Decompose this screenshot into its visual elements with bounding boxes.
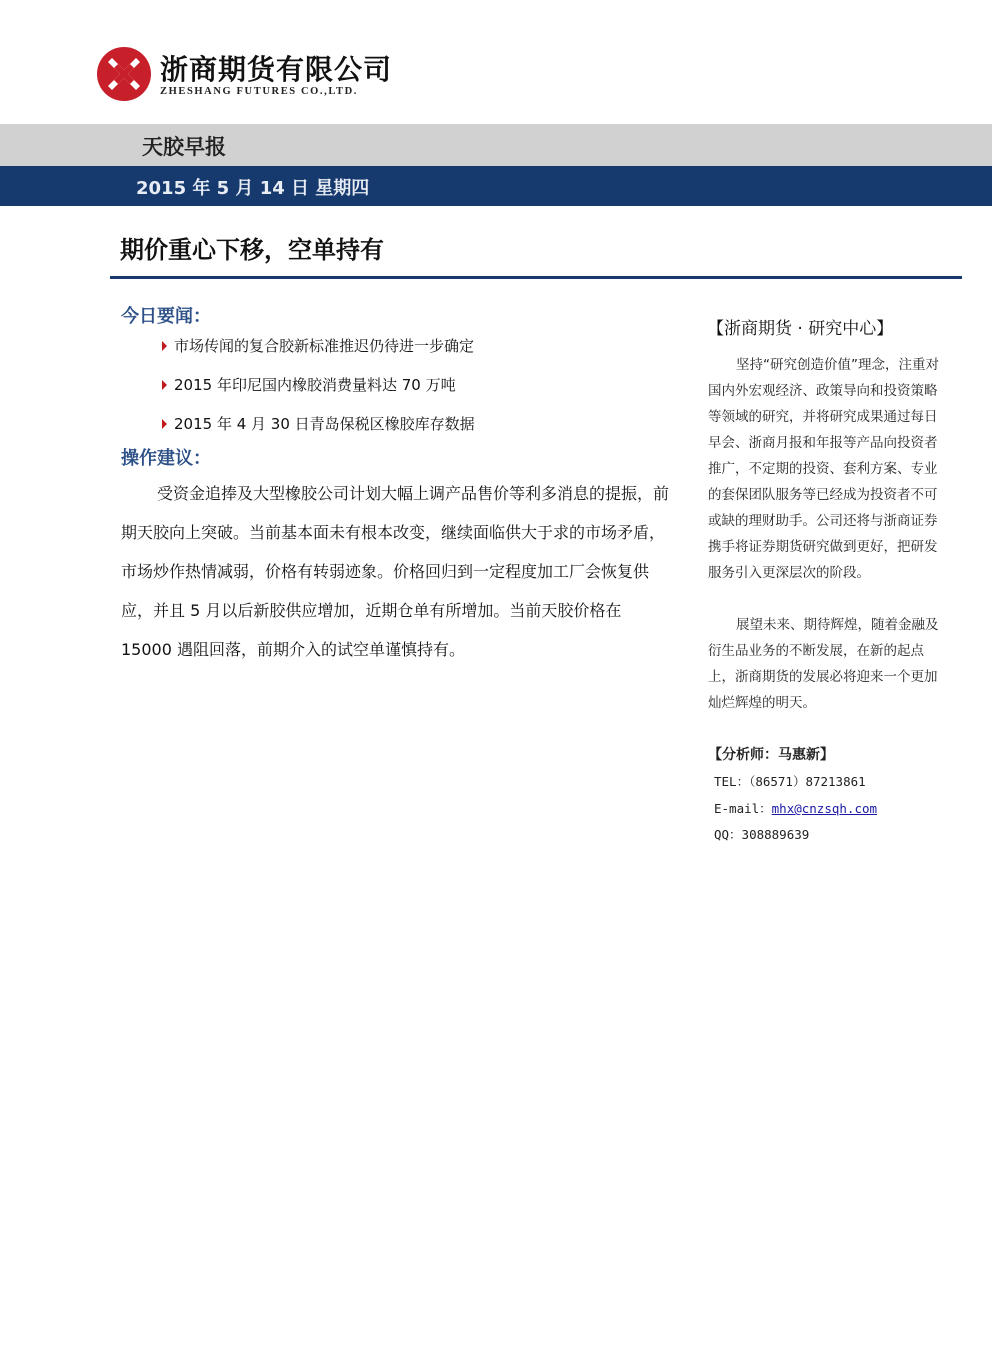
headline-divider	[110, 276, 962, 279]
analyst-label: 【分析师：马惠新】	[708, 747, 834, 763]
research-center-title: 【浙商期货 · 研究中心】	[707, 319, 894, 339]
report-title: 天胶早报	[142, 135, 226, 159]
analyst-email-link[interactable]: mhx@cnzsqh.com	[771, 801, 878, 816]
company-logo	[96, 46, 393, 104]
news-item-text: 2015 年 4 月 30 日青岛保税区橡胶库存数据	[174, 415, 475, 433]
red-triangle-arrow-icon	[162, 419, 167, 429]
red-triangle-arrow-icon	[162, 380, 167, 390]
news-item	[162, 335, 474, 356]
news-heading: 今日要闻：	[121, 306, 211, 327]
analyst-email-row	[714, 799, 877, 817]
advice-paragraph	[121, 474, 671, 669]
company-name-cn: 浙商期货有限公司	[160, 53, 393, 86]
research-center-outlook	[708, 612, 940, 716]
report-title-band	[0, 124, 992, 166]
report-date-band	[0, 166, 992, 206]
news-item-text: 2015 年印尼国内橡胶消费量料达 70 万吨	[174, 376, 456, 394]
news-item-text: 市场传闻的复合胶新标准推迟仍待进一步确定	[174, 337, 475, 355]
analyst-email-label: E-mail：	[714, 801, 772, 816]
company-name-en: ZHESHANG FUTURES CO.,LTD.	[160, 86, 359, 97]
analyst-tel: TEL：（86571）87213861	[714, 774, 866, 789]
advice-text: 受资金追捧及大型橡胶公司计划大幅上调产品售价等利多消息的提振，前期天胶向上突破。当前基本面未有根本改变，继续面临供大于求的市场矛盾，市场炒作热情减弱，价格有转弱迹象。价格回归到一定程度加工厂会恢复供应，并且 5 月以后新胶供应增加，近期仓单有所增加。当前天胶价格在 15000 遇阻回落，前期介入的试空单谨慎持有。	[121, 484, 670, 659]
red-triangle-arrow-icon	[162, 341, 167, 351]
research-center-intro-text: 坚持“研究创造价值”理念，注重对国内外宏观经济、政策导向和投资策略等领域的研究，并将研究成果通过每日早会、浙商月报和年报等产品向投资者推广，不定期的投资、套利方案、专业的套保团队服务等已经成为投资者不可或缺的理财助手。公司还将与浙商证券携手将证券期货研究做到更好，把研发服务引入更深层次的阶段。	[708, 357, 939, 581]
zheshang-logo-icon	[96, 46, 152, 102]
research-center-outlook-text: 展望未来、期待辉煌，随着金融及衍生品业务的不断发展，在新的起点上，浙商期货的发展必将迎来一个更加灿烂辉煌的明天。	[708, 617, 939, 711]
headline: 期价重心下移，空单持有	[120, 236, 384, 264]
advice-heading: 操作建议：	[121, 448, 211, 469]
analyst-qq: QQ：308889639	[714, 827, 810, 842]
news-item	[162, 413, 475, 434]
news-item	[162, 374, 456, 395]
report-date: 2015 年 5 月 14 日 星期四	[136, 178, 370, 199]
research-center-intro	[708, 352, 940, 586]
